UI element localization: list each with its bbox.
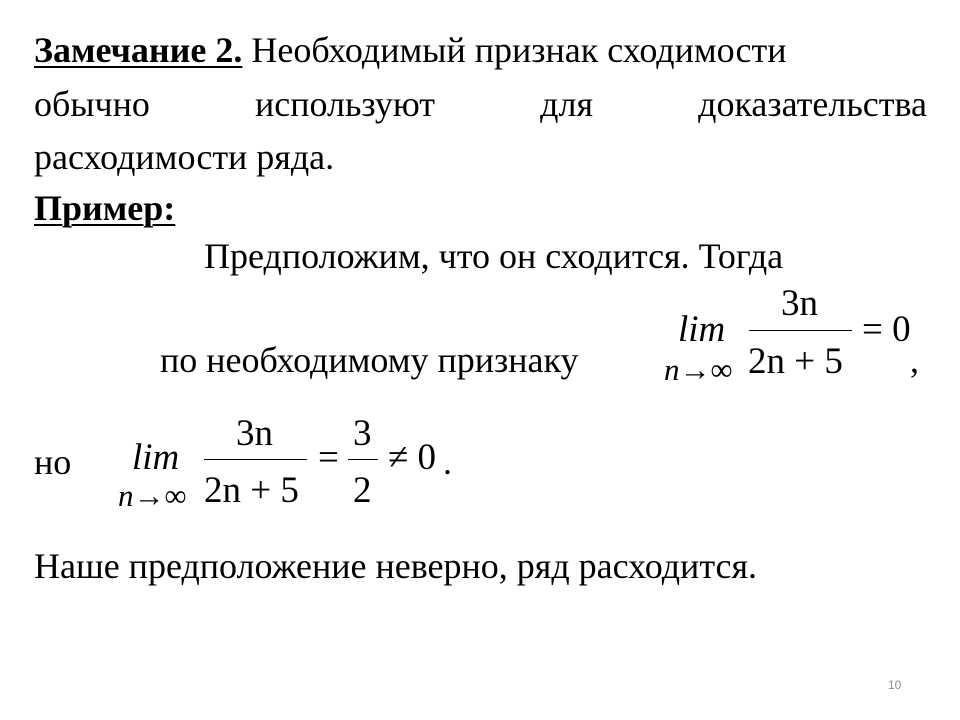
formula2-equals: = [318,437,339,478]
formula2-den-left: 2n [204,470,241,511]
formula1-sub-arrow: →∞ [679,352,733,387]
formula2-den2: 2 [353,470,372,511]
remark-line-3: расходимости ряда. [34,137,335,177]
formula2-lim: lim [132,437,180,478]
but-text: но [34,442,72,482]
formula2-denominator [204,471,299,511]
formula2-numerator [236,414,273,454]
formula1-den-left: 2n [748,341,785,382]
formula1-sub-n: n [664,352,680,387]
example-title: Пример: [34,188,176,228]
formula1-lim: lim [678,309,726,350]
formula1-denominator [748,342,843,382]
remark-word: используют [255,84,436,124]
formula2-sub-arrow: →∞ [133,478,187,513]
formula1-fraction-bar [749,330,852,331]
formula2-den-right: + 5 [250,470,299,511]
remark-line-2 [34,84,927,124]
formula1-subscript [664,352,733,388]
formula2-fraction-bar [204,459,307,460]
slide-number: 10 [888,678,902,692]
remark-word: обычно [34,84,150,124]
formula1-numerator [781,284,818,324]
remark-line-1 [34,30,787,70]
formula1-den-right: + 5 [794,341,843,382]
formula2-sub-n: n [118,478,134,513]
formula1-rhs: = 0 [862,309,911,350]
assumption-text: Предположим, что он сходится. Тогда [204,236,784,276]
formula2-period: . [443,442,452,482]
formula2-num: 3n [236,413,273,454]
formula1-num: 3n [781,283,818,324]
formula1-comma: , [910,340,919,380]
formula2-subscript [118,478,187,514]
criterion-text: по необходимому признаку [160,340,579,380]
remark-word: для [540,84,594,124]
formula2-num2: 3 [353,413,372,454]
conclusion-text: Наше предположение неверно, ряд расходится. [34,546,758,586]
formula2-fraction-bar-2 [348,459,378,460]
formula2-rhs: ≠ 0 [388,437,437,478]
remark-title: Замечание 2. [34,30,243,70]
remark-line1-text: Необходимый признак сходимости [251,30,787,70]
remark-word: доказательства [698,84,927,124]
